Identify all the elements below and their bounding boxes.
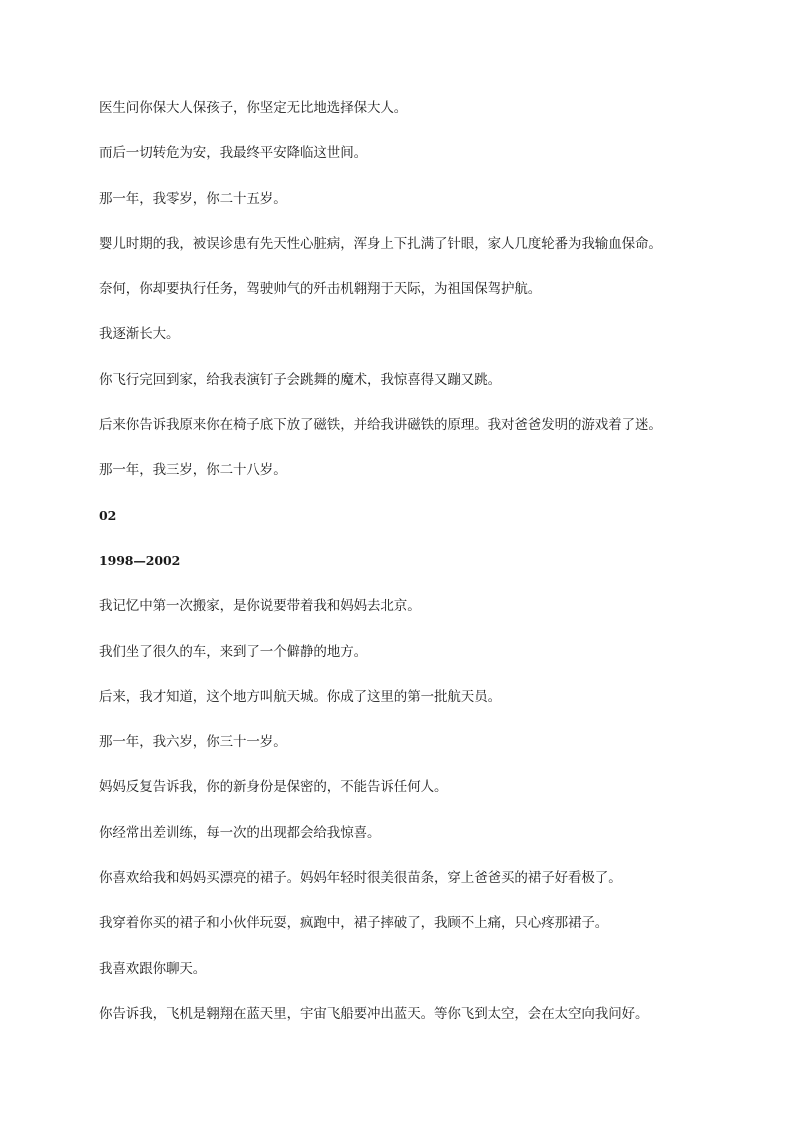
- paragraph: 婴儿时期的我，被误诊患有先天性心脏病，浑身上下扎满了针眼，家人几度轮番为我输血保命。: [99, 235, 662, 252]
- paragraph: 你经常出差训练，每一次的出现都会给我惊喜。: [99, 824, 381, 841]
- paragraph: 你飞行完回到家，给我表演钉子会跳舞的魔术，我惊喜得又蹦又跳。: [99, 371, 501, 388]
- paragraph: 我喜欢跟你聊天。: [99, 960, 207, 977]
- paragraph: 奈何，你却要执行任务，驾驶帅气的歼击机翱翔于天际，为祖国保驾护航。: [99, 281, 542, 298]
- paragraph: 你告诉我，飞机是翱翔在蓝天里，宇宙飞船要冲出蓝天。等你飞到太空，会在太空向我问好。: [99, 1005, 649, 1022]
- section-number-heading: 02: [99, 507, 117, 523]
- paragraph: 那一年，我零岁，你二十五岁。: [99, 190, 287, 207]
- section-years-heading: 1998—2002: [99, 552, 181, 568]
- paragraph: 那一年，我三岁，你二十八岁。: [99, 462, 287, 479]
- paragraph: 你喜欢给我和妈妈买漂亮的裙子。妈妈年轻时很美很苗条，穿上爸爸买的裙子好看极了。: [99, 870, 622, 887]
- paragraph: 我逐渐长大。: [99, 326, 180, 343]
- paragraph: 医生问你保大人保孩子，你坚定无比地选择保大人。: [99, 100, 408, 116]
- paragraph: 我穿着你买的裙子和小伙伴玩耍，疯跑中，裙子摔破了，我顾不上痛，只心疼那裙子。: [99, 915, 609, 932]
- paragraph: 我记忆中第一次搬家，是你说要带着我和妈妈去北京。: [99, 598, 421, 615]
- paragraph: 那一年，我六岁，你三十一岁。: [99, 734, 287, 751]
- paragraph: 我们坐了很久的车，来到了一个僻静的地方。: [99, 643, 367, 660]
- paragraph: 妈妈反复告诉我，你的新身份是保密的，不能告诉任何人。: [99, 779, 448, 796]
- paragraph: 后来你告诉我原来你在椅子底下放了磁铁，并给我讲磁铁的原理。我对爸爸发明的游戏着了迷。: [99, 417, 662, 434]
- paragraph: 而后一切转危为安，我最终平安降临这世间。: [99, 145, 367, 162]
- paragraph: 后来，我才知道，这个地方叫航天城。你成了这里的第一批航天员。: [99, 688, 501, 705]
- document-body: [99, 98, 739, 1049]
